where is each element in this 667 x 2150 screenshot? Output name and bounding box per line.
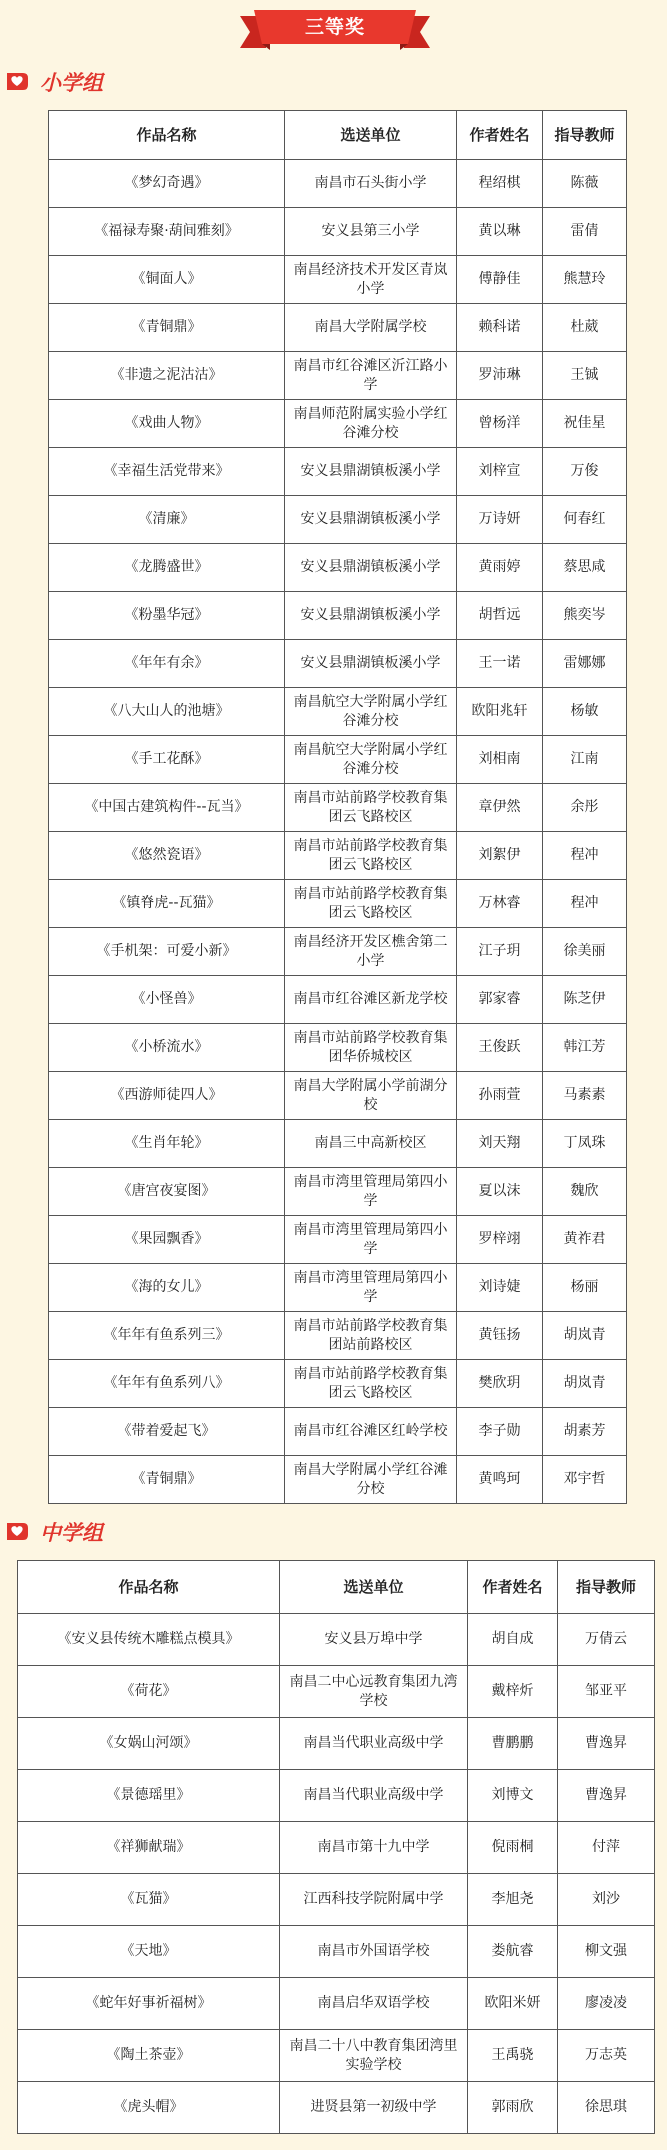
- table-row: [49, 1072, 627, 1120]
- school-cell: 安义县鼎湖镇板溪小学: [285, 592, 457, 640]
- table-row: [49, 1216, 627, 1264]
- table-row: [49, 736, 627, 784]
- teacher-cell: 熊奕岑: [543, 592, 627, 640]
- school-cell: 南昌市湾里管理局第四小学: [285, 1168, 457, 1216]
- work-title-cell: 《戏曲人物》: [49, 400, 285, 448]
- author-cell: 胡哲远: [457, 592, 543, 640]
- author-cell: 戴梓炘: [468, 1666, 558, 1718]
- author-cell: 赖科诺: [457, 304, 543, 352]
- teacher-cell: 程冲: [543, 832, 627, 880]
- table-row: [18, 2082, 655, 2134]
- table-row: [49, 1360, 627, 1408]
- column-header-author: 作者姓名: [468, 1561, 558, 1614]
- work-title-cell: 《女娲山河颂》: [18, 1718, 280, 1770]
- teacher-cell: 邓宇哲: [543, 1456, 627, 1504]
- primary-awards-table: [48, 110, 627, 1504]
- table-row: [49, 928, 627, 976]
- author-cell: 万诗妍: [457, 496, 543, 544]
- column-header-teacher: 指导教师: [543, 111, 627, 160]
- work-title-cell: 《镇脊虎--瓦猫》: [49, 880, 285, 928]
- table-row: [49, 1120, 627, 1168]
- table-row: [49, 1312, 627, 1360]
- teacher-cell: 邹亚平: [558, 1666, 655, 1718]
- table-row: [49, 1168, 627, 1216]
- author-cell: 万林睿: [457, 880, 543, 928]
- heart-icon: [4, 1519, 32, 1545]
- author-cell: 郭家睿: [457, 976, 543, 1024]
- author-cell: 黄以琳: [457, 208, 543, 256]
- teacher-cell: 马素素: [543, 1072, 627, 1120]
- work-title-cell: 《非遗之泥沽沽》: [49, 352, 285, 400]
- work-title-cell: 《悠然瓷语》: [49, 832, 285, 880]
- work-title-cell: 《蛇年好事祈福树》: [18, 1978, 280, 2030]
- school-cell: 南昌航空大学附属小学红谷滩分校: [285, 688, 457, 736]
- teacher-cell: 曹逸昇: [558, 1770, 655, 1822]
- author-cell: 胡自成: [468, 1614, 558, 1666]
- teacher-cell: 王铖: [543, 352, 627, 400]
- work-title-cell: 《天地》: [18, 1926, 280, 1978]
- work-title-cell: 《带着爱起飞》: [49, 1408, 285, 1456]
- school-cell: 安义县鼎湖镇板溪小学: [285, 640, 457, 688]
- work-title-cell: 《果园飘香》: [49, 1216, 285, 1264]
- work-title-cell: 《荷花》: [18, 1666, 280, 1718]
- school-cell: 南昌市站前路学校教育集团云飞路校区: [285, 1360, 457, 1408]
- school-cell: 南昌市站前路学校教育集团华侨城校区: [285, 1024, 457, 1072]
- author-cell: 黄钰扬: [457, 1312, 543, 1360]
- table-row: [18, 1874, 655, 1926]
- author-cell: 黄雨婷: [457, 544, 543, 592]
- section-heading-primary: [4, 68, 103, 96]
- school-cell: 南昌市第十九中学: [280, 1822, 468, 1874]
- teacher-cell: 何春红: [543, 496, 627, 544]
- school-cell: 南昌市湾里管理局第四小学: [285, 1264, 457, 1312]
- table-row: [49, 160, 627, 208]
- school-cell: 南昌当代职业高级中学: [280, 1718, 468, 1770]
- school-cell: 南昌市石头街小学: [285, 160, 457, 208]
- teacher-cell: 江南: [543, 736, 627, 784]
- school-cell: 南昌市红谷滩区新龙学校: [285, 976, 457, 1024]
- table-row: [49, 1408, 627, 1456]
- teacher-cell: 程冲: [543, 880, 627, 928]
- school-cell: 南昌经济技术开发区青岚小学: [285, 256, 457, 304]
- author-cell: 曾杨洋: [457, 400, 543, 448]
- work-title-cell: 《小桥流水》: [49, 1024, 285, 1072]
- author-cell: 樊欣玥: [457, 1360, 543, 1408]
- author-cell: 黄鸣珂: [457, 1456, 543, 1504]
- school-cell: 南昌大学附属小学红谷滩分校: [285, 1456, 457, 1504]
- table-row: [49, 256, 627, 304]
- teacher-cell: 胡岚青: [543, 1312, 627, 1360]
- work-title-cell: 《祥狮献瑞》: [18, 1822, 280, 1874]
- author-cell: 孙雨萱: [457, 1072, 543, 1120]
- author-cell: 李旭尧: [468, 1874, 558, 1926]
- work-title-cell: 《年年有鱼系列三》: [49, 1312, 285, 1360]
- section-heading-middle: [4, 1518, 103, 1546]
- table-row: [18, 1666, 655, 1718]
- table-row: [49, 592, 627, 640]
- school-cell: 南昌市外国语学校: [280, 1926, 468, 1978]
- teacher-cell: 廖凌凌: [558, 1978, 655, 2030]
- work-title-cell: 《八大山人的池塘》: [49, 688, 285, 736]
- work-title-cell: 《青铜鼎》: [49, 304, 285, 352]
- table-row: [49, 1456, 627, 1504]
- author-cell: 李子勋: [457, 1408, 543, 1456]
- work-title-cell: 《小怪兽》: [49, 976, 285, 1024]
- table-row: [49, 976, 627, 1024]
- teacher-cell: 万俊: [543, 448, 627, 496]
- table-row: [49, 784, 627, 832]
- author-cell: 罗沛琳: [457, 352, 543, 400]
- school-cell: 南昌当代职业高级中学: [280, 1770, 468, 1822]
- work-title-cell: 《幸福生活党带来》: [49, 448, 285, 496]
- school-cell: 南昌市站前路学校教育集团站前路校区: [285, 1312, 457, 1360]
- table-row: [18, 1718, 655, 1770]
- work-title-cell: 《手工花酥》: [49, 736, 285, 784]
- teacher-cell: 雷娜娜: [543, 640, 627, 688]
- work-title-cell: 《清廉》: [49, 496, 285, 544]
- school-cell: 南昌市红谷滩区沂江路小学: [285, 352, 457, 400]
- teacher-cell: 熊慧玲: [543, 256, 627, 304]
- table-row: [18, 1770, 655, 1822]
- school-cell: 进贤县第一初级中学: [280, 2082, 468, 2134]
- school-cell: 南昌航空大学附属小学红谷滩分校: [285, 736, 457, 784]
- teacher-cell: 蔡思咸: [543, 544, 627, 592]
- author-cell: 郭雨欣: [468, 2082, 558, 2134]
- author-cell: 王禹骁: [468, 2030, 558, 2082]
- table-row: [49, 1024, 627, 1072]
- table-row: [18, 1822, 655, 1874]
- table-row: [49, 496, 627, 544]
- teacher-cell: 付萍: [558, 1822, 655, 1874]
- author-cell: 章伊然: [457, 784, 543, 832]
- teacher-cell: 雷倩: [543, 208, 627, 256]
- table-row: [18, 1926, 655, 1978]
- school-cell: 安义县鼎湖镇板溪小学: [285, 496, 457, 544]
- teacher-cell: 刘沙: [558, 1874, 655, 1926]
- table-row: [49, 448, 627, 496]
- school-cell: 安义县第三小学: [285, 208, 457, 256]
- table-header-row: [49, 111, 627, 160]
- school-cell: 江西科技学院附属中学: [280, 1874, 468, 1926]
- school-cell: 南昌二中心远教育集团九湾学校: [280, 1666, 468, 1718]
- table-row: [49, 352, 627, 400]
- work-title-cell: 《唐宫夜宴图》: [49, 1168, 285, 1216]
- work-title-cell: 《年年有余》: [49, 640, 285, 688]
- work-title-cell: 《海的女儿》: [49, 1264, 285, 1312]
- table-row: [18, 1614, 655, 1666]
- teacher-cell: 余彤: [543, 784, 627, 832]
- table-row: [49, 880, 627, 928]
- author-cell: 曹鹏鹏: [468, 1718, 558, 1770]
- column-header-work: 作品名称: [49, 111, 285, 160]
- teacher-cell: 韩江芳: [543, 1024, 627, 1072]
- author-cell: 欧阳米妍: [468, 1978, 558, 2030]
- teacher-cell: 陈芝伊: [543, 976, 627, 1024]
- teacher-cell: 徐美丽: [543, 928, 627, 976]
- teacher-cell: 胡素芳: [543, 1408, 627, 1456]
- school-cell: 南昌大学附属学校: [285, 304, 457, 352]
- school-cell: 南昌经济开发区樵舍第二小学: [285, 928, 457, 976]
- teacher-cell: 万倩云: [558, 1614, 655, 1666]
- school-cell: 南昌大学附属小学前湖分校: [285, 1072, 457, 1120]
- teacher-cell: 祝佳星: [543, 400, 627, 448]
- work-title-cell: 《虎头帽》: [18, 2082, 280, 2134]
- section-title: 小学组: [40, 71, 103, 95]
- table-row: [49, 304, 627, 352]
- work-title-cell: 《福禄寿聚·葫间雅刻》: [49, 208, 285, 256]
- teacher-cell: 胡岚青: [543, 1360, 627, 1408]
- work-title-cell: 《陶土茶壶》: [18, 2030, 280, 2082]
- award-banner: [240, 4, 430, 52]
- author-cell: 刘天翔: [457, 1120, 543, 1168]
- author-cell: 江子玥: [457, 928, 543, 976]
- column-header-teacher: 指导教师: [558, 1561, 655, 1614]
- author-cell: 刘相南: [457, 736, 543, 784]
- school-cell: 南昌三中高新校区: [285, 1120, 457, 1168]
- school-cell: 南昌市站前路学校教育集团云飞路校区: [285, 784, 457, 832]
- teacher-cell: 丁凤珠: [543, 1120, 627, 1168]
- author-cell: 夏以沫: [457, 1168, 543, 1216]
- teacher-cell: 柳文强: [558, 1926, 655, 1978]
- author-cell: 刘博文: [468, 1770, 558, 1822]
- work-title-cell: 《年年有鱼系列八》: [49, 1360, 285, 1408]
- work-title-cell: 《生肖年轮》: [49, 1120, 285, 1168]
- teacher-cell: 陈薇: [543, 160, 627, 208]
- work-title-cell: 《安义县传统木雕糕点模具》: [18, 1614, 280, 1666]
- middle-awards-table: [17, 1560, 655, 2134]
- table-row: [49, 400, 627, 448]
- school-cell: 南昌启华双语学校: [280, 1978, 468, 2030]
- teacher-cell: 杨丽: [543, 1264, 627, 1312]
- table-row: [49, 208, 627, 256]
- school-cell: 南昌市站前路学校教育集团云飞路校区: [285, 880, 457, 928]
- table-row: [49, 544, 627, 592]
- work-title-cell: 《梦幻奇遇》: [49, 160, 285, 208]
- teacher-cell: 黄祚君: [543, 1216, 627, 1264]
- work-title-cell: 《西游师徒四人》: [49, 1072, 285, 1120]
- author-cell: 倪雨桐: [468, 1822, 558, 1874]
- column-header-school: 选送单位: [280, 1561, 468, 1614]
- school-cell: 南昌市红谷滩区红岭学校: [285, 1408, 457, 1456]
- school-cell: 南昌市站前路学校教育集团云飞路校区: [285, 832, 457, 880]
- work-title-cell: 《铜面人》: [49, 256, 285, 304]
- work-title-cell: 《景德瑶里》: [18, 1770, 280, 1822]
- author-cell: 刘絮伊: [457, 832, 543, 880]
- table-row: [49, 640, 627, 688]
- teacher-cell: 徐思琪: [558, 2082, 655, 2134]
- table-row: [49, 688, 627, 736]
- work-title-cell: 《龙腾盛世》: [49, 544, 285, 592]
- work-title-cell: 《中国古建筑构件--瓦当》: [49, 784, 285, 832]
- school-cell: 安义县鼎湖镇板溪小学: [285, 448, 457, 496]
- author-cell: 刘诗婕: [457, 1264, 543, 1312]
- work-title-cell: 《手机架：可爱小新》: [49, 928, 285, 976]
- work-title-cell: 《瓦猫》: [18, 1874, 280, 1926]
- column-header-author: 作者姓名: [457, 111, 543, 160]
- author-cell: 程绍棋: [457, 160, 543, 208]
- school-cell: 南昌市湾里管理局第四小学: [285, 1216, 457, 1264]
- school-cell: 南昌师范附属实验小学红谷滩分校: [285, 400, 457, 448]
- table-row: [18, 1978, 655, 2030]
- author-cell: 王一诺: [457, 640, 543, 688]
- section-title: 中学组: [40, 1521, 103, 1545]
- award-level-title: 三等奖: [304, 16, 365, 38]
- teacher-cell: 魏欣: [543, 1168, 627, 1216]
- teacher-cell: 杜葳: [543, 304, 627, 352]
- column-header-school: 选送单位: [285, 111, 457, 160]
- table-header-row: [18, 1561, 655, 1614]
- table-row: [49, 1264, 627, 1312]
- author-cell: 刘梓宣: [457, 448, 543, 496]
- teacher-cell: 杨敏: [543, 688, 627, 736]
- school-cell: 南昌二十八中教育集团湾里实验学校: [280, 2030, 468, 2082]
- work-title-cell: 《粉墨华冠》: [49, 592, 285, 640]
- author-cell: 傅静佳: [457, 256, 543, 304]
- school-cell: 安义县鼎湖镇板溪小学: [285, 544, 457, 592]
- author-cell: 罗梓翊: [457, 1216, 543, 1264]
- heart-icon: [4, 69, 32, 95]
- author-cell: 王俊跃: [457, 1024, 543, 1072]
- author-cell: 欧阳兆轩: [457, 688, 543, 736]
- school-cell: 安义县万埠中学: [280, 1614, 468, 1666]
- teacher-cell: 万志英: [558, 2030, 655, 2082]
- teacher-cell: 曹逸昇: [558, 1718, 655, 1770]
- table-row: [49, 832, 627, 880]
- author-cell: 娄航睿: [468, 1926, 558, 1978]
- work-title-cell: 《青铜鼎》: [49, 1456, 285, 1504]
- table-row: [18, 2030, 655, 2082]
- column-header-work: 作品名称: [18, 1561, 280, 1614]
